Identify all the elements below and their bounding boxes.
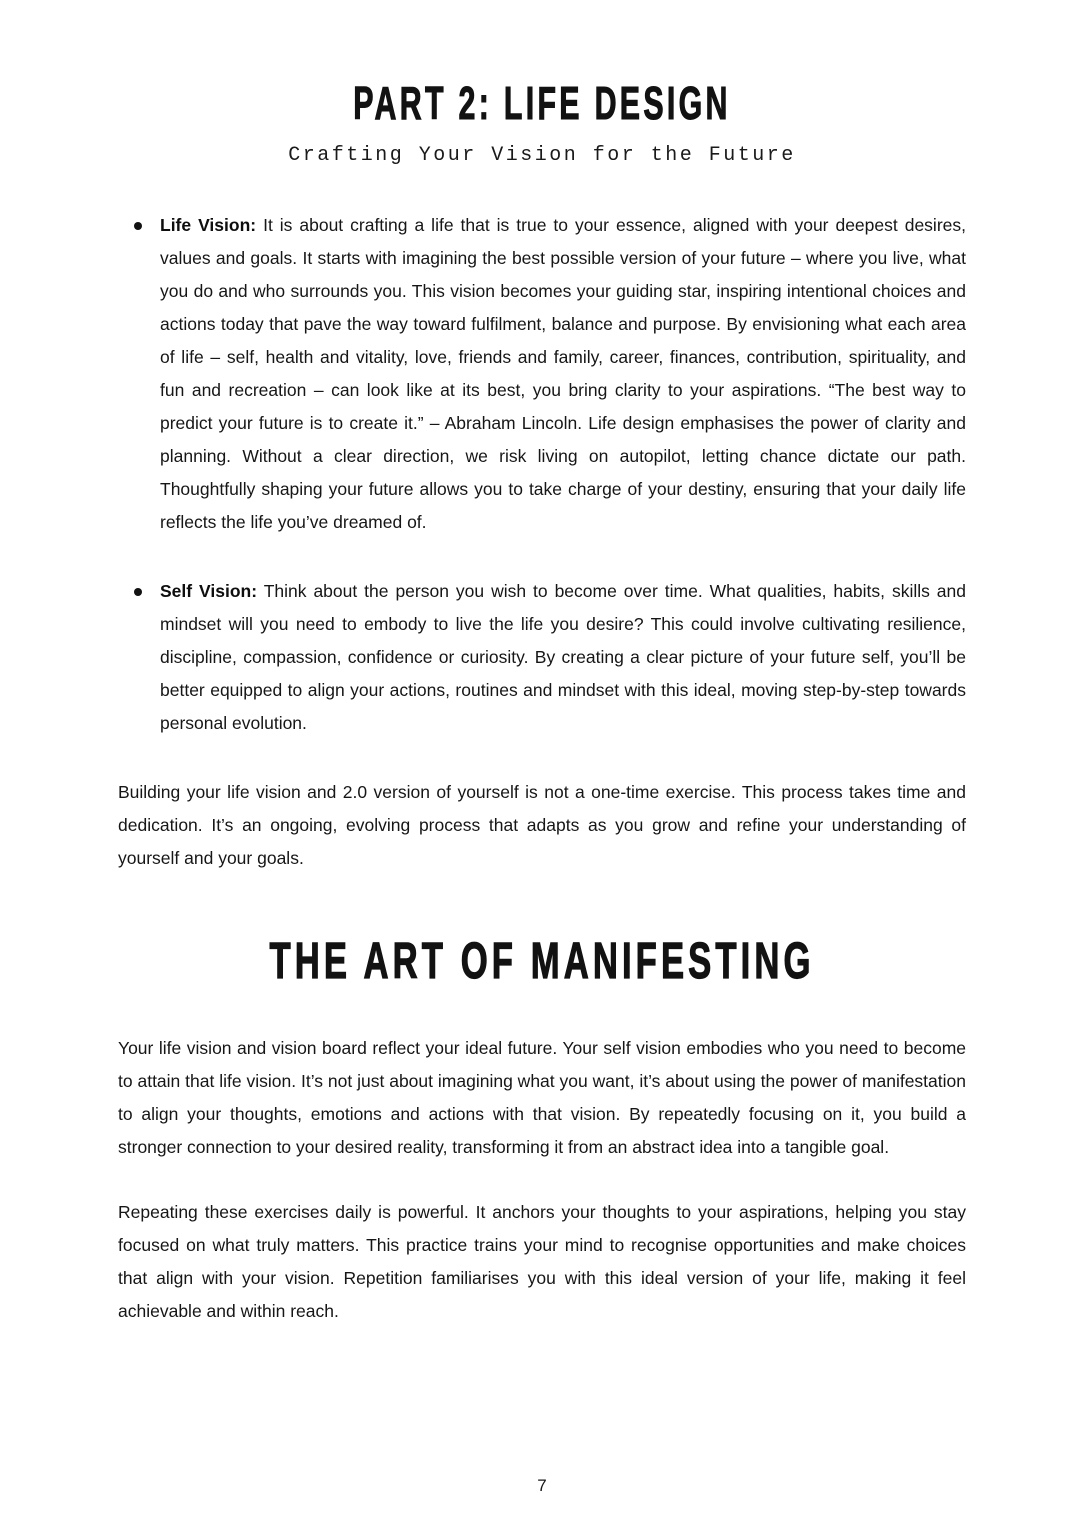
manifesting-paragraph-2: Repeating these exercises daily is powerful. It anchors your thoughts to your aspirations, helping you stay focused on what truly matters. This practice trains your mind to recognise opportunities and make choices that align with your vision. Repetition familiarises you with this ideal version of your life, making it feel achievable and within reach. bbox=[118, 1202, 966, 1321]
life-vision-label: Life Vision: bbox=[160, 215, 257, 235]
self-vision-label: Self Vision: bbox=[160, 581, 258, 601]
closing-paragraph: Building your life vision and 2.0 version of yourself is not a one-time exercise. This process takes time and dedication. It’s an ongoing, evolving process that adapts as you grow and refine your understanding of yourself and your goals. bbox=[118, 782, 966, 868]
life-vision-text: It is about crafting a life that is true to your essence, aligned with your deepest desires, values and goals. It starts with imagining the best possible version of your future – where you live, what you do and who surrounds you. This vision becomes your guiding star, inspiring intentional choices and actions today that pave the way toward fulfilment, balance and purpose. By envisioning what each area of life – self, health and vitality, love, friends and family, career, finances, contribution, spirituality, and fun and recreation – can look like at its best, you bring clarity to your aspirations. “The best way to predict your future is to create it.” – Abraham Lincoln. Life design emphasises the power of clarity and planning. Without a clear direction, we risk living on autopilot, letting chance dictate our path. Thoughtfully shaping your future allows you to take charge of your destiny, ensuring that your daily life reflects the life you’ve dreamed of. bbox=[160, 215, 966, 532]
bullet-icon bbox=[134, 588, 142, 596]
vision-bullet-list bbox=[118, 209, 966, 740]
section-heading-manifesting: THE ART OF MANIFESTING bbox=[269, 932, 815, 989]
part-subtitle: Crafting Your Vision for the Future bbox=[288, 144, 796, 167]
list-item-life-vision bbox=[118, 209, 966, 539]
page-number: 7 bbox=[537, 1476, 547, 1495]
list-item-self-vision bbox=[118, 575, 966, 740]
bullet-icon bbox=[134, 222, 142, 230]
self-vision-text: Think about the person you wish to become over time. What qualities, habits, skills and mindset will you need to embody to live the life you desire? This could involve cultivating resilience, discipline, compassion, confidence or curiosity. By creating a clear picture of your future self, you’ll be better equipped to align your actions, routines and mindset with this ideal, moving step-by-step towards personal evolution. bbox=[160, 581, 966, 733]
life-vision-paragraph bbox=[160, 209, 966, 539]
manifesting-paragraph-1: Your life vision and vision board reflect your ideal future. Your self vision embodies who you need to become to attain that life vision. It’s not just about imagining what you want, it’s about using the power of manifestation to align your thoughts, emotions and actions with that vision. By repeatedly focusing on it, you build a stronger connection to your desired reality, transforming it from an abstract idea into a tangible goal. bbox=[118, 1038, 966, 1157]
self-vision-paragraph bbox=[160, 575, 966, 740]
part-title: PART 2: LIFE DESIGN bbox=[353, 77, 731, 129]
